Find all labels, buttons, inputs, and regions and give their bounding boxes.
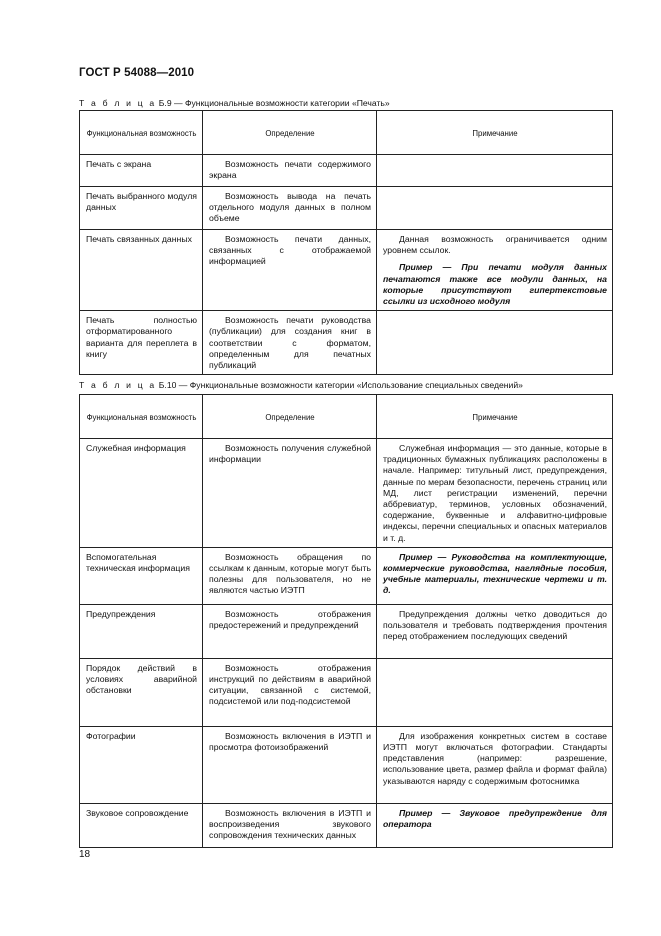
feature-cell: Звуковое сопровождение — [80, 803, 203, 847]
feature-cell: Предупреждения — [80, 604, 203, 658]
table-row — [80, 439, 613, 548]
definition-cell: Возможность отображения инструкций по действиям в аварийной ситуации, связанной с системой, подсистемой или под-подсистемой — [203, 658, 377, 726]
definition-cell: Возможность обращения по ссылкам к данным, которые могут быть полезны для пользователя, но не являются частью ИЭТП — [203, 547, 377, 604]
table-row — [80, 187, 613, 230]
table-2-header-definition: Определение — [203, 395, 377, 439]
table-row — [80, 155, 613, 187]
definition-cell: Возможность получения служебной информации — [203, 439, 377, 548]
note-cell — [377, 230, 613, 311]
table-1-header-row — [80, 111, 613, 155]
table-row — [80, 311, 613, 375]
note-cell — [377, 726, 613, 803]
note-example: Пример — При печати модуля данных печатаются также все модули данных, на которые присутствуют гипертекстовые ссылки из исходного модуля — [383, 262, 607, 307]
definition-cell: Возможность включения в ИЭТП и просмотра фотоизображений — [203, 726, 377, 803]
table-row — [80, 230, 613, 311]
table-row — [80, 604, 613, 658]
feature-cell: Фотографии — [80, 726, 203, 803]
feature-cell: Печать связанных данных — [80, 230, 203, 311]
note-cell — [377, 803, 613, 847]
note-example: Пример — Руководства на комплектующие, коммерческие руководства, наглядные пособия, учебные материалы, технические чертежи и т. д. — [383, 551, 607, 596]
table-1-header-definition: Определение — [203, 111, 377, 155]
note-cell — [377, 439, 613, 548]
table-1-header-note: Примечание — [377, 111, 613, 155]
feature-cell: Печать выбранного модуля данных — [80, 187, 203, 230]
table-1-caption — [79, 98, 390, 108]
definition-cell: Возможность вывода на печать отдельного модуля данных в полном объеме — [203, 187, 377, 230]
table-1-header-feature: Функциональная возможность — [80, 111, 203, 155]
document-title: ГОСТ Р 54088—2010 — [79, 67, 195, 79]
table-2-header-feature: Функциональная возможность — [80, 395, 203, 439]
feature-cell: Печать полностью отформатированного варианта для переплета в книгу — [80, 311, 203, 375]
note-text: Служебная информация — это данные, которые в традиционных бумажных публикациях расположены в начале. Например: титульный лист, предупреждения, данные по мерам безопасности, перечень страниц или МД, лист регистрации изменений, перечни аббревиатур, терминов, условных обозначений, содержание, буквенные и алфавитно-цифровые индексы, перечни специальных и опасных материалов и т. д. — [383, 443, 607, 543]
feature-cell: Служебная информация — [80, 439, 203, 548]
definition-cell: Возможность отображения предостережений и предупреждений — [203, 604, 377, 658]
feature-cell: Печать с экрана — [80, 155, 203, 187]
note-example: Пример — Звуковое предупреждение для оператора — [383, 807, 607, 830]
table-1 — [79, 110, 613, 375]
note-cell — [377, 155, 613, 187]
table-row — [80, 547, 613, 604]
definition-cell: Возможность печати содержимого экрана — [203, 155, 377, 187]
table-row — [80, 658, 613, 726]
definition-cell: Возможность включения в ИЭТП и воспроизведения звукового сопровождения технических данных — [203, 803, 377, 847]
note-cell — [377, 547, 613, 604]
note-text: Данная возможность ограничивается одним уровнем ссылок. — [383, 234, 607, 256]
table-2-caption-prefix: Т а б л и ц а — [79, 380, 157, 390]
note-cell — [377, 658, 613, 726]
feature-cell: Порядок действий в условиях аварийной обстановки — [80, 658, 203, 726]
table-2 — [79, 394, 613, 848]
table-1-caption-prefix: Т а б л и ц а — [79, 98, 157, 108]
table-2-caption — [79, 380, 523, 390]
note-text: Для изображения конкретных систем в составе ИЭТП могут включаться фотографии. Стандарты представления (например: разрешение, использование цвета, размер файла и формат файла) указываются наряду с содержимым фотоснимка — [383, 730, 607, 786]
page-number: 18 — [79, 849, 91, 860]
table-2-header-row — [80, 395, 613, 439]
table-2-header-note: Примечание — [377, 395, 613, 439]
note-cell — [377, 604, 613, 658]
note-cell — [377, 187, 613, 230]
table-row — [80, 803, 613, 847]
table-1-caption-text: Б.9 — Функциональные возможности категории «Печать» — [158, 98, 390, 108]
note-cell — [377, 311, 613, 375]
table-2-caption-text: Б.10 — Функциональные возможности категории «Использование специальных сведений» — [158, 380, 523, 390]
definition-cell: Возможность печати руководства (публикации) для создания книг в соответствии с форматом, определенным для печатных публикаций — [203, 311, 377, 375]
feature-cell: Вспомогательная техническая информация — [80, 547, 203, 604]
table-row — [80, 726, 613, 803]
definition-cell: Возможность печати данных, связанных с отображаемой информацией — [203, 230, 377, 311]
note-text: Предупреждения должны четко доводиться до пользователя и требовать подтверждения прочтения перед отображением последующих сведений — [383, 608, 607, 642]
